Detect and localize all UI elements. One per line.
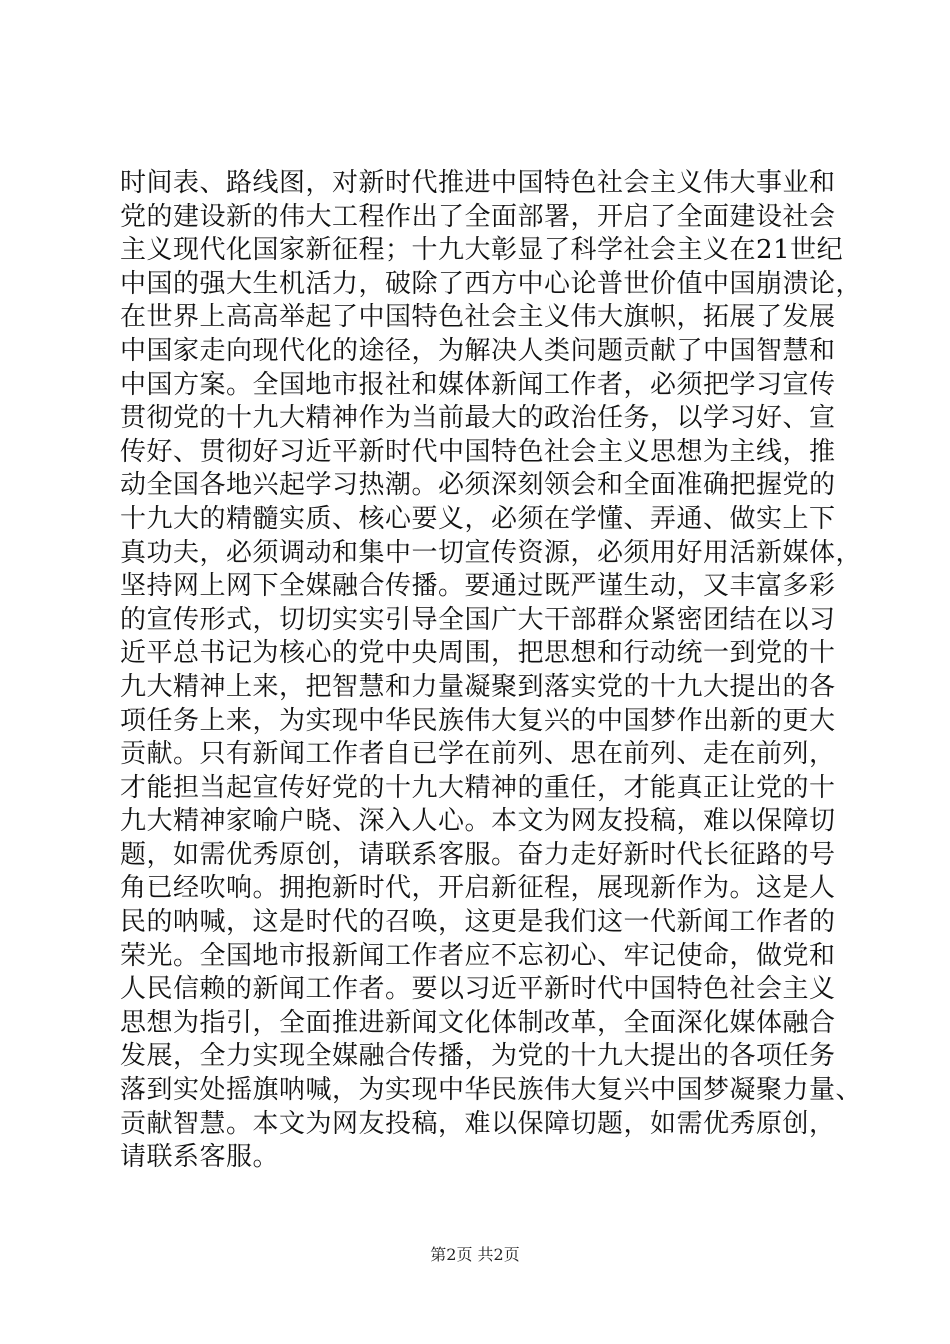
text-line: 传好、贯彻好习近平新时代中国特色社会主义思想为主线，推 (120, 436, 836, 467)
text-line: 发展，全力实现全媒融合传播，为党的十九大提出的各项任务 (120, 1041, 836, 1072)
text-line: 题，如需优秀原创，请联系客服。奋力走好新时代长征路的号 (120, 839, 836, 870)
text-line: 动全国各地兴起学习热潮。必须深刻领会和全面准确把握党的 (120, 470, 836, 501)
text-line: 近平总书记为核心的党中央周围，把思想和行动统一到党的十 (120, 638, 836, 669)
text-line: 才能担当起宣传好党的十九大精神的重任，才能真正让党的十 (120, 772, 836, 803)
page-number-footer: 第2页 共2页 (430, 1245, 520, 1264)
text-line: 贯彻党的十九大精神作为当前最大的政治任务，以学习好、宣 (120, 403, 836, 434)
text-line: 在世界上高高举起了中国特色社会主义伟大旗帜，拓展了发展 (120, 302, 836, 333)
body-text (120, 167, 863, 1175)
text-line: 项任务上来，为实现中华民族伟大复兴的中国梦作出新的更大 (120, 705, 836, 736)
text-line: 十九大的精髓实质、核心要义，必须在学懂、弄通、做实上下 (120, 503, 836, 534)
text-line: 贡献智慧。本文为网友投稿，难以保障切题，如需优秀原创， (120, 1108, 836, 1139)
text-line: 贡献。只有新闻工作者自已学在前列、思在前列、走在前列， (120, 739, 836, 770)
text-line: 真功夫，必须调动和集中一切宣传资源，必须用好用活新媒体， (120, 537, 863, 568)
text-line: 人民信赖的新闻工作者。要以习近平新时代中国特色社会主义 (120, 974, 836, 1005)
text-line: 角已经吹响。拥抱新时代，开启新征程，展现新作为。这是人 (120, 873, 836, 904)
text-line: 思想为指引，全面推进新闻文化体制改革，全面深化媒体融合 (120, 1007, 836, 1038)
text-line: 中国的强大生机活力，破除了西方中心论普世价值中国崩溃论， (120, 268, 863, 299)
text-line: 主义现代化国家新征程；十九大彰显了科学社会主义在21世纪 (120, 235, 844, 266)
text-line: 的宣传形式，切切实实引导全国广大干部群众紧密团结在以习 (120, 604, 836, 635)
text-line: 中国方案。全国地市报社和媒体新闻工作者，必须把学习宣传 (120, 369, 836, 400)
text-line: 中国家走向现代化的途径，为解决人类问题贡献了中国智慧和 (120, 335, 836, 366)
text-line: 落到实处摇旗呐喊，为实现中华民族伟大复兴中国梦凝聚力量、 (120, 1075, 863, 1106)
text-line: 民的呐喊，这是时代的召唤，这更是我们这一代新闻工作者的 (120, 907, 836, 938)
text-line: 坚持网上网下全媒融合传播。要通过既严谨生动，又丰富多彩 (120, 571, 836, 602)
text-line: 九大精神家喻户晓、深入人心。本文为网友投稿，难以保障切 (120, 806, 836, 837)
text-line: 党的建设新的伟大工程作出了全面部署，开启了全面建设社会 (120, 201, 836, 232)
text-line: 请联系客服。 (120, 1142, 280, 1173)
text-line: 荣光。全国地市报新闻工作者应不忘初心、牢记使命，做党和 (120, 940, 836, 971)
text-line: 九大精神上来，把智慧和力量凝聚到落实党的十九大提出的各 (120, 671, 836, 702)
text-line: 时间表、路线图，对新时代推进中国特色社会主义伟大事业和 (120, 168, 836, 198)
